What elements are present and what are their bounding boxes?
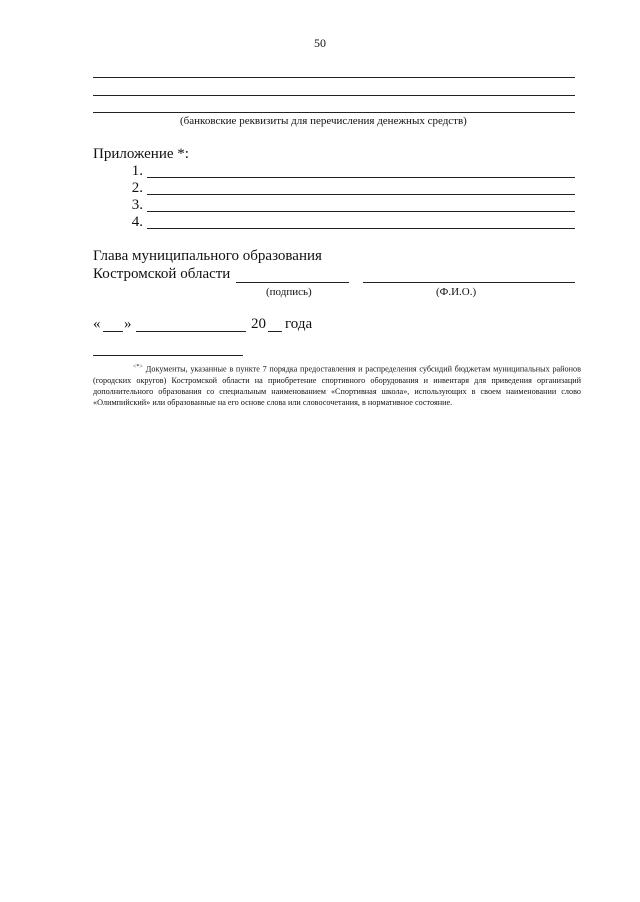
attachment-mark: *:: [177, 146, 189, 162]
footnote: [93, 362, 581, 408]
attachment-item-line-2: [147, 194, 575, 195]
footnote-text: Документы, указанные в пункте 7 порядка предоставления и распределения субсидий бюджетам муниципальных районов (городских округов) Костромской области на приобретение спортивного оборудования и инвентаря для приведения организаций дополнительного образования со специальным наименованием «Спортивная школа», использующих в своем наименовании слово «Олимпийский» или образованные на его основе слова или словосочетания, в нормативное состояние.: [93, 364, 581, 407]
footnote-marker: <*>: [133, 364, 143, 370]
attachment-label-text: Приложение: [93, 146, 174, 162]
date-month-line: [136, 331, 246, 332]
attachment-item-line-4: [147, 228, 575, 229]
signature-line: [236, 282, 349, 283]
bank-details-line-1: [93, 77, 575, 78]
attachment-item-line-1: [147, 177, 575, 178]
attachment-item-number-4: 4.: [131, 214, 143, 230]
date-close-quote: »: [124, 316, 132, 332]
name-caption: (Ф.И.О.): [436, 286, 477, 298]
date-day-line: [103, 331, 123, 332]
attachment-item-number-3: 3.: [131, 197, 143, 213]
footnote-separator: [93, 355, 243, 356]
date-year-suffix: года: [285, 316, 313, 332]
head-title-line-2: Костромской области: [93, 266, 231, 282]
page-number: 50: [314, 36, 326, 50]
signature-caption: (подпись): [266, 286, 312, 298]
head-title-line-1: Глава муниципального образования: [93, 248, 322, 264]
attachment-item-line-3: [147, 211, 575, 212]
attachment-label: [93, 146, 189, 163]
name-line: [363, 282, 575, 283]
bank-details-line-3: [93, 112, 575, 113]
attachment-item-number-2: 2.: [131, 180, 143, 196]
date-year-line: [268, 331, 282, 332]
bank-details-line-2: [93, 95, 575, 96]
date-open-quote: «: [93, 316, 101, 332]
attachment-item-number-1: 1.: [131, 163, 143, 179]
bank-details-caption: (банковские реквизиты для перечисления денежных средств): [180, 115, 467, 127]
date-year-prefix: 20: [251, 316, 266, 332]
